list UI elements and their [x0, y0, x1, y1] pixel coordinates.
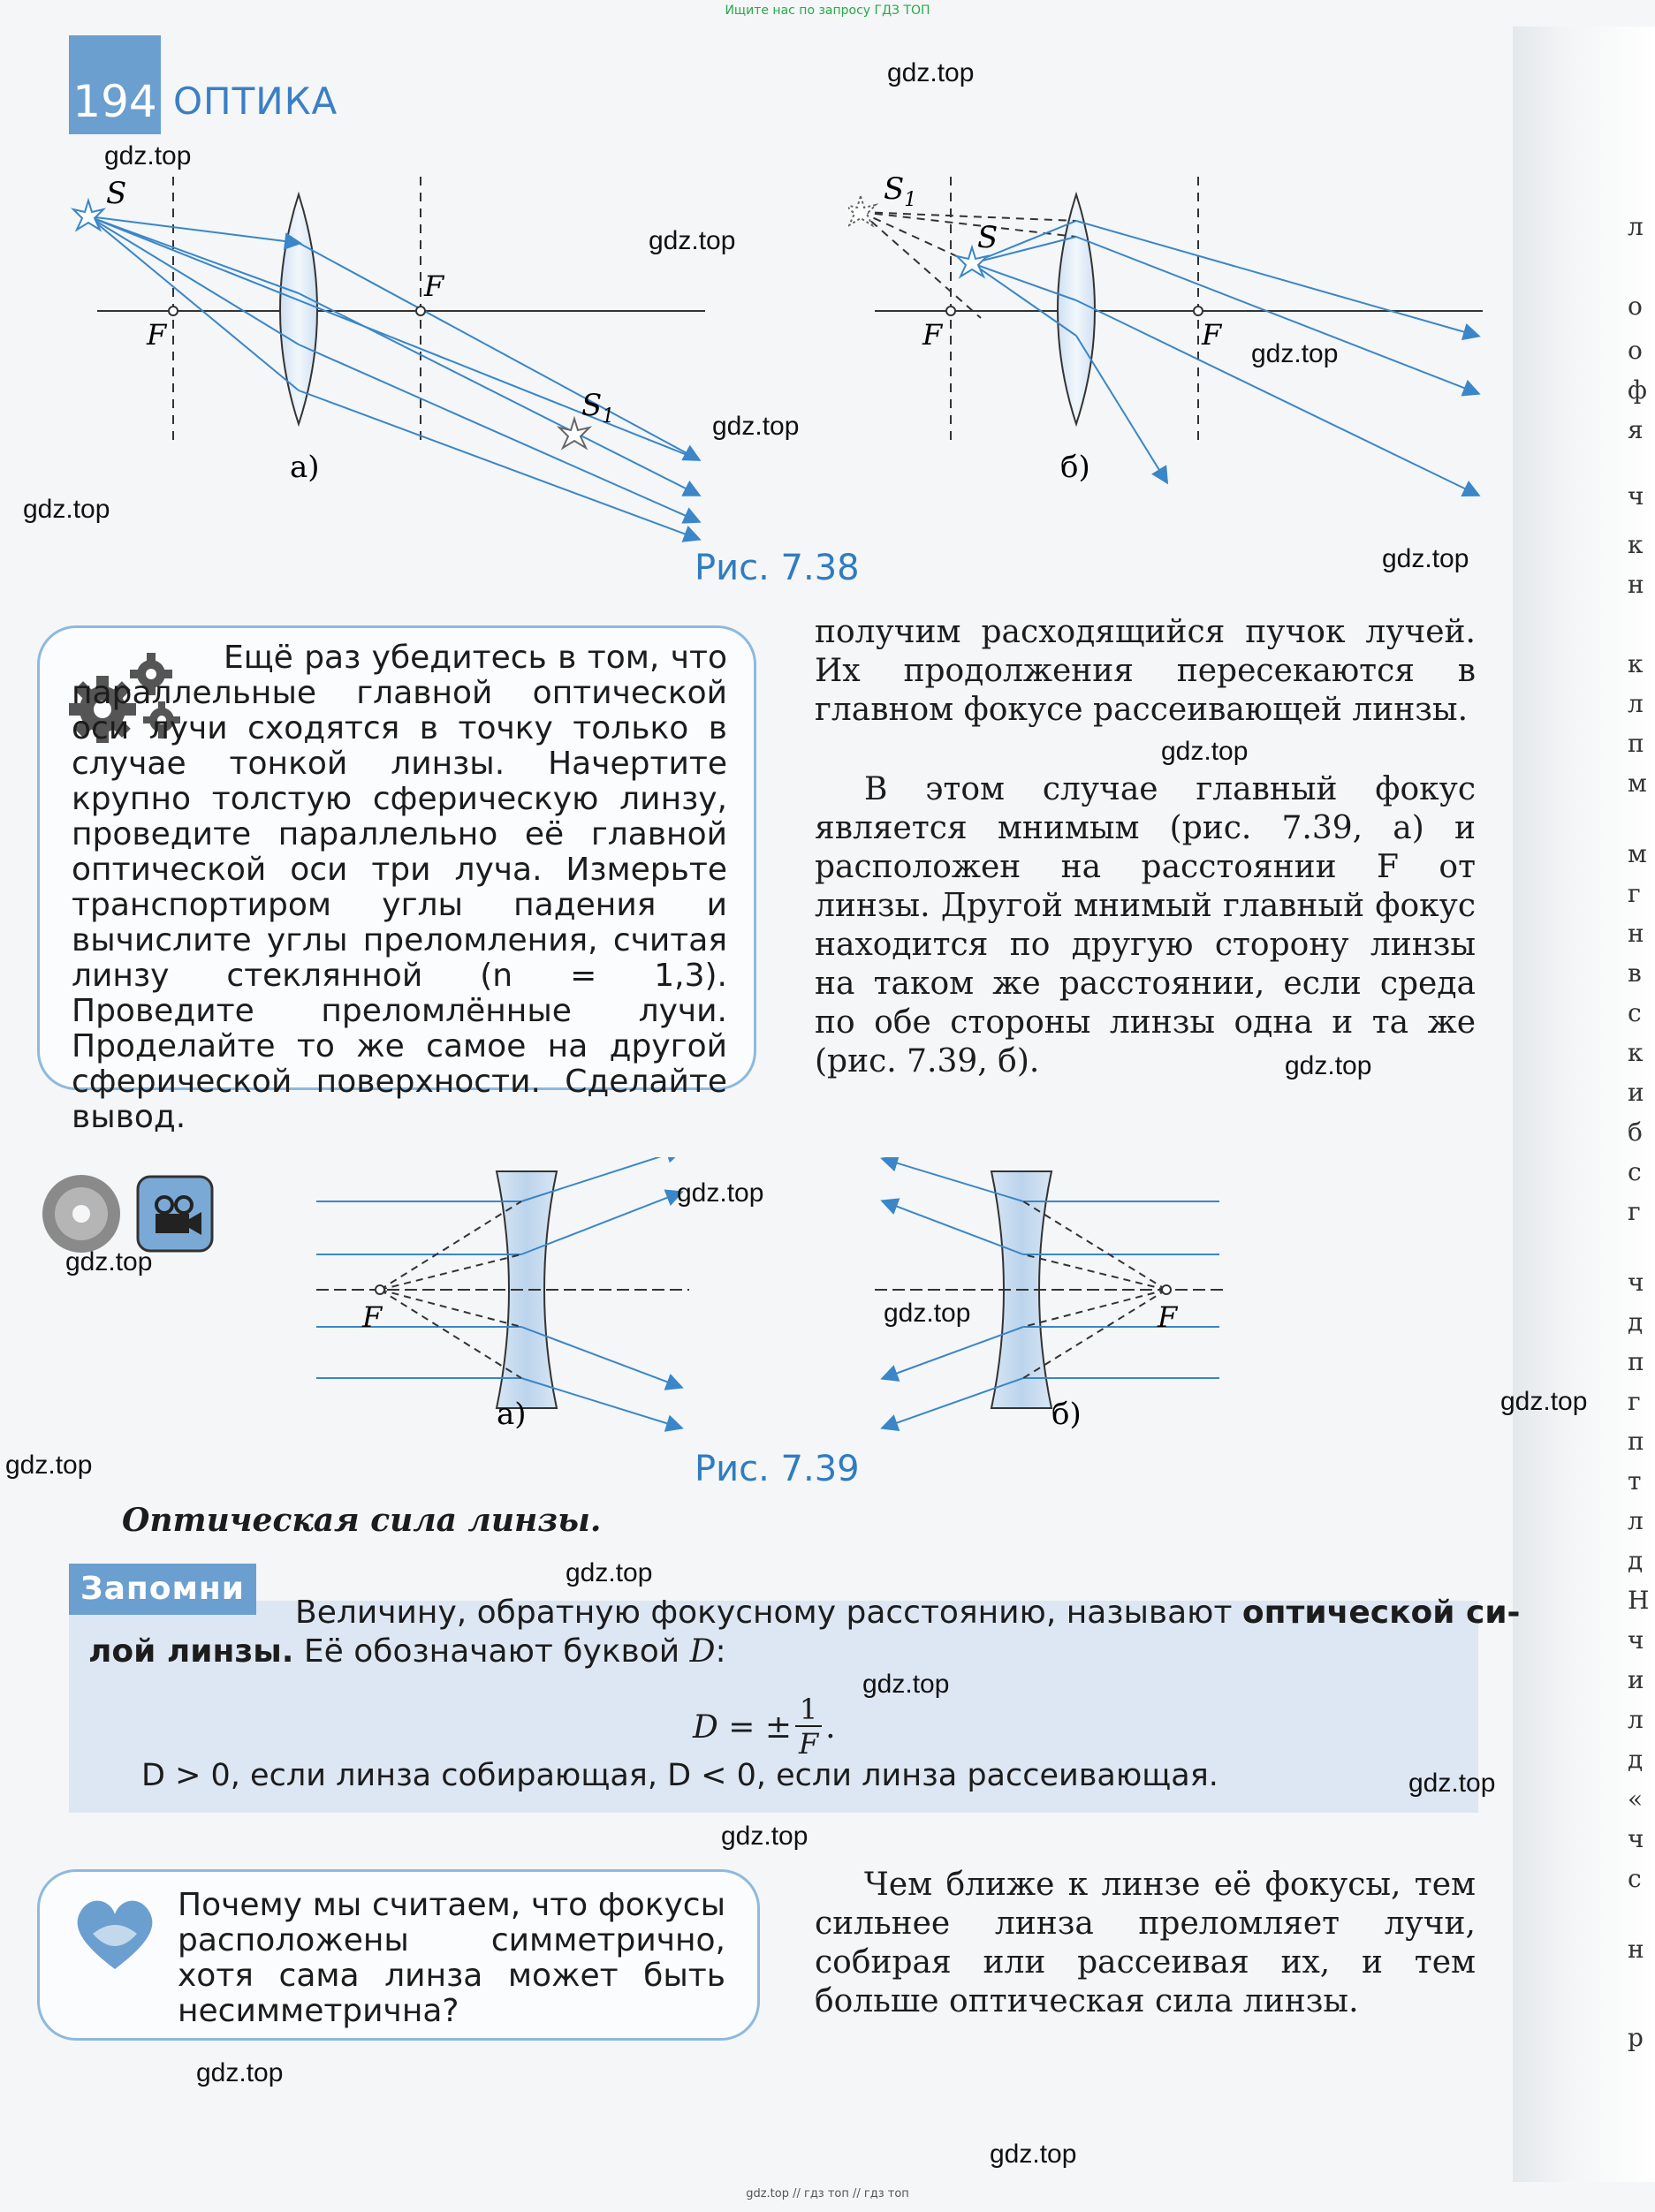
next-page-letter: к — [1628, 649, 1644, 678]
next-page-letter: п — [1628, 1427, 1644, 1456]
next-page-letter: н — [1628, 570, 1644, 599]
remember-tab: Запомни — [69, 1564, 256, 1615]
figure-7-38-b — [848, 159, 1493, 521]
top-note: Ищите нас по запросу ГДЗ ТОП — [725, 4, 930, 18]
next-page-letter: п — [1628, 729, 1644, 758]
next-page-letter: о — [1628, 292, 1643, 321]
page-number: 194 — [72, 76, 157, 127]
convex-lens — [1058, 194, 1095, 424]
watermark: gdz.top — [721, 1822, 809, 1851]
next-page-letter: с — [1628, 1864, 1642, 1893]
next-page-letter: Н — [1628, 1586, 1650, 1615]
video-camera-icon — [136, 1175, 214, 1253]
next-page-letter: « — [1628, 1784, 1644, 1814]
remember-text-2: Её обозначают буквой — [293, 1633, 690, 1670]
paragraph-1: получим расходящийся пучок лучей. Их продолжения пересекаются в главном фокусе рассеивающей линзы. — [815, 614, 1476, 728]
bottom-note: gdz.top // гдз топ // гдз топ — [746, 2187, 909, 2201]
watermark: gdz.top — [1251, 339, 1339, 368]
label-b: б) — [1051, 1397, 1082, 1432]
next-page-letter: г — [1628, 1197, 1641, 1226]
formula-denominator: F — [798, 1727, 819, 1761]
exercise-text: Ещё раз убедитесь в том, что параллельные главной оптической оси лучи сходятся в точку только в случае тонкой линзы. Начертите крупно толстую сферическую линзу, проведите параллельно её главной оптической оси три луча. Измерьте транспортиром углы падения и вычислите углы преломления, считая линзу стеклянной (n = 1,3). Проведите преломлённые лучи. Проделайте то же самое на другой сферической поверхности. Сделайте вывод. — [72, 640, 727, 1135]
watermark: gdz.top — [990, 2140, 1077, 2169]
next-page-letter: ч — [1628, 481, 1644, 511]
watermark: gdz.top — [887, 58, 975, 87]
next-page-letter: о — [1628, 336, 1643, 365]
label-b: б) — [1060, 450, 1090, 485]
label-a: а) — [497, 1397, 527, 1432]
watermark: gdz.top — [104, 141, 192, 170]
watermark: gdz.top — [23, 495, 110, 524]
watermark: gdz.top — [1408, 1769, 1496, 1798]
question-text: Почему мы считаем, что фокусы расположены симметрично, хотя сама линза может быть несимметрична? — [178, 1887, 725, 2029]
watermark: gdz.top — [1382, 544, 1469, 573]
next-page-letter: к — [1628, 1038, 1644, 1067]
next-page-letter: л — [1628, 1506, 1644, 1535]
watermark: gdz.top — [862, 1670, 950, 1699]
next-page-letter: т — [1628, 1466, 1642, 1496]
exercise-box — [37, 625, 756, 1135]
next-page-letter: д — [1628, 1307, 1644, 1337]
remember-term-end: лой линзы. — [88, 1633, 294, 1670]
remember-text: Величину, обратную фокусному расстоянию, называют — [295, 1595, 1242, 1631]
watermark: gdz.top — [1161, 737, 1249, 766]
remember-line-1 — [295, 1594, 1521, 1632]
watermark: gdz.top — [1500, 1387, 1588, 1416]
formula-dot: . — [825, 1708, 836, 1746]
next-page-letter: и — [1628, 1078, 1644, 1107]
next-page-letter: ф — [1628, 375, 1647, 405]
section-title: ОПТИКА — [173, 80, 338, 123]
next-page-letter: л — [1628, 689, 1644, 718]
question-box — [37, 1869, 760, 2041]
next-page-letter: с — [1628, 998, 1642, 1027]
next-page-letter: д — [1628, 1546, 1644, 1575]
next-page-letter: б — [1628, 1117, 1643, 1147]
label-f: F — [1158, 1300, 1178, 1334]
label-f-left: F — [922, 318, 943, 352]
next-page-letter: ч — [1628, 1625, 1644, 1655]
page-number-badge — [69, 35, 161, 134]
label-s1: $S_1$ — [581, 388, 615, 428]
figure-7-39-caption: Рис. 7.39 — [695, 1449, 860, 1489]
label-a: а) — [290, 450, 320, 485]
figure-7-38-caption: Рис. 7.38 — [695, 548, 860, 588]
next-page-letter: н — [1628, 1935, 1644, 1964]
formula-fraction — [795, 1693, 822, 1761]
heart-hands-icon — [66, 1890, 163, 1978]
watermark: gdz.top — [5, 1451, 93, 1480]
label-s: S — [977, 220, 998, 255]
watermark: gdz.top — [566, 1558, 653, 1587]
label-f-left: F — [147, 318, 167, 352]
next-page-letter: ч — [1628, 1268, 1644, 1297]
remember-term: оптической си- — [1241, 1595, 1521, 1631]
watermark: gdz.top — [65, 1247, 153, 1276]
next-page-letter: м — [1628, 839, 1647, 868]
remember-var: D — [689, 1633, 716, 1670]
remember-colon: : — [715, 1633, 726, 1670]
remember-line-2 — [88, 1632, 726, 1671]
label-f-right: F — [1202, 318, 1222, 352]
next-page-letter: п — [1628, 1347, 1644, 1376]
paragraph-3: Чем ближе к линзе её фокусы, тем сильнее линза преломляет лучи, собирая или рассеивая их, и тем больше оптическая сила линзы. — [815, 1867, 1476, 2019]
formula-numerator: 1 — [799, 1693, 818, 1726]
watermark: gdz.top — [884, 1299, 971, 1328]
next-page-letter: к — [1628, 530, 1644, 559]
next-page-letter: м — [1628, 769, 1647, 798]
formula — [693, 1687, 836, 1767]
next-page-letter: г — [1628, 879, 1641, 908]
subheading: Оптическая сила линзы. — [122, 1502, 602, 1539]
virtual-image-star-icon — [848, 196, 876, 225]
label-s: S — [106, 176, 127, 211]
watermark: gdz.top — [712, 412, 800, 441]
next-page-letter: с — [1628, 1157, 1642, 1186]
figure-7-39-a — [300, 1157, 707, 1440]
figure-7-38-a — [62, 159, 716, 548]
next-page-letter: л — [1628, 212, 1644, 241]
label-s1: $S_1$ — [884, 171, 917, 211]
watermark: gdz.top — [677, 1178, 764, 1208]
watermark: gdz.top — [196, 2058, 284, 2087]
label-f: F — [362, 1300, 383, 1334]
remember-condition: D > 0, если линза собирающая, D < 0, если линза рассеивающая. — [141, 1758, 1218, 1793]
next-page-letter: н — [1628, 919, 1644, 948]
formula-left: D = ± — [693, 1708, 793, 1746]
next-page-letter: л — [1628, 1705, 1644, 1734]
next-page-letter: г — [1628, 1387, 1641, 1416]
next-page-letter: и — [1628, 1665, 1644, 1694]
next-page-letter: в — [1628, 958, 1642, 988]
watermark: gdz.top — [649, 226, 736, 255]
next-page-letter: р — [1628, 2023, 1644, 2052]
paragraph-2: В этом случае главный фокус является мнимым (рис. 7.39, а) и расположен на расстоянии F от линзы. Другой мнимый главный фокус находится по другую сторону линзы на таком же расстоянии, если среда по обе стороны линзы одна и та же (рис. 7.39, б). — [815, 771, 1476, 1079]
next-page-letter: ч — [1628, 1824, 1644, 1853]
label-f-right: F — [424, 269, 444, 303]
watermark: gdz.top — [1285, 1051, 1372, 1080]
cd-disc-icon — [37, 1170, 125, 1258]
next-page-letter: я — [1628, 415, 1644, 444]
next-page-letter: д — [1628, 1745, 1644, 1774]
